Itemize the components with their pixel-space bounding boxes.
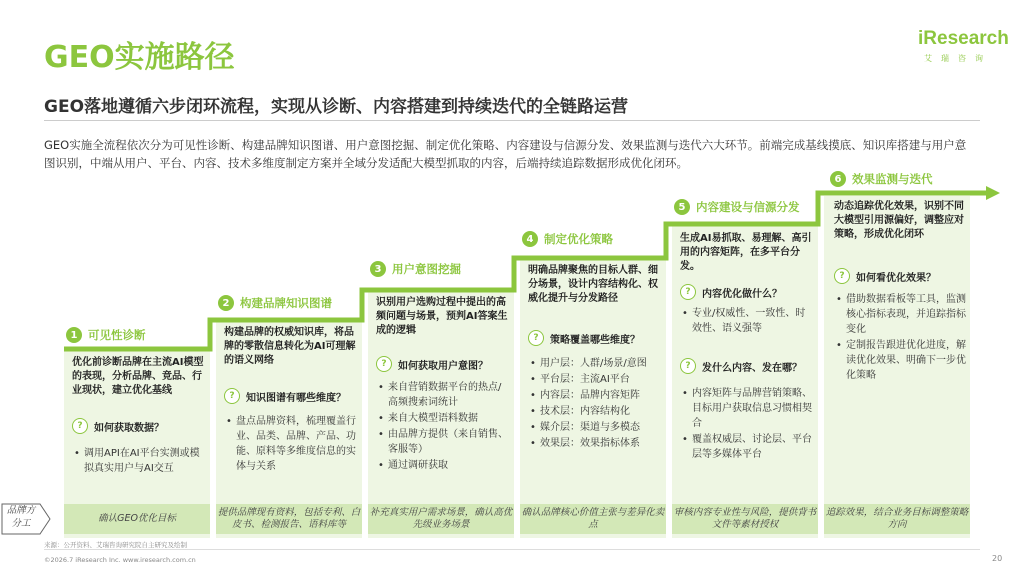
- list-item: • 技术层：内容结构化: [528, 404, 662, 419]
- list-item: • 定制报告跟进优化进度，解读优化效果、明确下一步优化策略: [834, 338, 968, 383]
- step-5-question-2: ? 发什么内容、发在哪？: [680, 358, 802, 374]
- list-item: • 调用API在AI平台实测或模拟真实用户与AI交互: [72, 446, 206, 476]
- step-5-question: ? 内容优化做什么？: [680, 284, 782, 300]
- step-title: 制定优化策略: [544, 232, 613, 246]
- step-number: 2: [218, 295, 234, 311]
- step-5-bullets: [680, 306, 814, 337]
- question-icon: ?: [376, 356, 392, 372]
- step-5-desc: 生成AI易抓取、易理解、高引用的内容矩阵，在多平台分发。: [680, 233, 812, 272]
- step-title: 可见性诊断: [88, 328, 146, 342]
- step-4-bar: 确认品牌核心价值主张与差异化卖点: [520, 504, 666, 534]
- side-label: 品牌方分工: [6, 505, 36, 529]
- step-title: 用户意图挖掘: [392, 262, 461, 276]
- step-1: [66, 324, 206, 346]
- step-5: [674, 196, 820, 218]
- step-4-desc: 明确品牌聚焦的目标人群、细分场景，设计内容结构化、权威化提升与分发路径: [528, 265, 658, 304]
- list-item: • 盘点品牌资料，梳理覆盖行业、品类、品牌、产品、功能、原料等多维度信息的实体与关系: [224, 414, 358, 474]
- list-item: • 借助数据看板等工具，监测核心指标表现，并追踪指标变化: [834, 292, 968, 337]
- question-icon: ?: [528, 330, 544, 346]
- step-1-bar: 确认GEO优化目标: [64, 504, 210, 534]
- list-item: • 来自营销数据平台的热点/高频搜索词统计: [376, 380, 510, 410]
- step-4-question: ? 策略覆盖哪些维度？: [528, 330, 640, 346]
- list-item: • 内容矩阵与品牌营销策略、目标用户获取信息习惯相契合: [680, 386, 814, 431]
- footer-divider: [44, 549, 980, 550]
- step-2: [218, 292, 358, 314]
- list-item: • 来自大模型语料数据: [376, 411, 510, 426]
- question-icon: ?: [680, 358, 696, 374]
- step-number: 4: [522, 231, 538, 247]
- step-number: 3: [370, 261, 386, 277]
- step-title: 内容建设与信源分发: [696, 200, 800, 214]
- list-item: • 覆盖权威层、讨论层、平台层等多媒体平台: [680, 432, 814, 462]
- step-title: 效果监测与迭代: [852, 172, 933, 186]
- page-subtitle: GEO落地遵循六步闭环流程，实现从诊断、内容搭建到持续迭代的全链路运营: [44, 97, 629, 117]
- step-title: 构建品牌知识图谱: [240, 296, 332, 310]
- step-5-bar: 审核内容专业性与风险，提供背书文件等素材授权: [672, 504, 818, 534]
- step-5-bullets-2: [680, 386, 814, 463]
- step-3: [370, 258, 510, 280]
- logo-cn: 艾瑞咨询: [924, 54, 992, 63]
- step-4-bullets: [528, 356, 662, 452]
- source-note: 来源：公开资料、艾瑞咨询研究院自主研究及绘制: [44, 541, 187, 549]
- question-icon: ?: [834, 268, 850, 284]
- step-3-bar: 补充真实用户需求场景，确认高优先级业务场景: [368, 504, 514, 534]
- question-icon: ?: [680, 284, 696, 300]
- list-item: • 由品牌方提供（来自销售、客服等）: [376, 427, 510, 457]
- question-icon: ?: [72, 418, 88, 434]
- list-item: • 效果层：效果指标体系: [528, 436, 662, 451]
- step-6-bar: 追踪效果，结合业务目标调整策略方向: [824, 504, 970, 534]
- logo-brand: iResearch: [918, 28, 1009, 49]
- step-1-bullets: [72, 446, 206, 477]
- copyright: ©2026.7 iResearch Inc. www.iresearch.com.cn: [44, 556, 196, 564]
- step-1-question: ? 如何获取数据？: [72, 418, 164, 434]
- page-number: 20: [992, 554, 1003, 563]
- step-1-desc: 优化前诊断品牌在主流AI模型的表现，分析品牌、竞品、行业现状，建立优化基线: [72, 357, 204, 396]
- list-item: • 专业/权威性、一致性、时效性、语义强等: [680, 306, 814, 336]
- step-6-question: ? 如何看优化效果？: [834, 268, 936, 284]
- step-6-bullets: [834, 292, 968, 384]
- step-3-bullets: [376, 380, 510, 474]
- step-number: 1: [66, 327, 82, 343]
- step-2-question: ? 知识图谱有哪些维度？: [224, 388, 346, 404]
- step-2-bar: 提供品牌现有资料，包括专利、白皮书、检测报告、语料库等: [216, 504, 362, 534]
- step-3-desc: 识别用户选购过程中提出的高频问题与场景，预判AI答案生成的逻辑: [376, 297, 508, 336]
- step-6: [830, 168, 970, 190]
- step-6-desc: 动态追踪优化效果，识别不同大模型引用源偏好，调整应对策略，形成优化闭环: [834, 201, 964, 240]
- list-item: • 用户层：人群/场景/意图: [528, 356, 662, 371]
- question-icon: ?: [224, 388, 240, 404]
- step-3-question: ? 如何获取用户意图？: [376, 356, 488, 372]
- page-title: GEO实施路径: [44, 40, 235, 75]
- step-2-bullets: [224, 414, 358, 475]
- step-4: [522, 228, 662, 250]
- list-item: • 媒介层：渠道与多模态: [528, 420, 662, 435]
- list-item: • 平台层：主流AI平台: [528, 372, 662, 387]
- list-item: • 通过调研获取: [376, 458, 510, 473]
- step-2-desc: 构建品牌的权威知识库，将品牌的零散信息转化为AI可理解的语义网络: [224, 327, 356, 366]
- intro-paragraph: GEO实施全流程依次分为可见性诊断、构建品牌知识图谱、用户意图挖掘、制定优化策略、内容建设与信源分发、效果监测与迭代六大环节。前端完成基线摸底、知识库搭建与用户意图识别，中端从用户、平台、内容、技术多维度制定方案并全域分发适配大模型抓取的内容，后端持续追踪数据形成优化闭环。: [44, 138, 967, 170]
- arrow-head: [986, 186, 1000, 200]
- step-number: 5: [674, 199, 690, 215]
- list-item: • 内容层：品牌内容矩阵: [528, 388, 662, 403]
- step-number: 6: [830, 171, 846, 187]
